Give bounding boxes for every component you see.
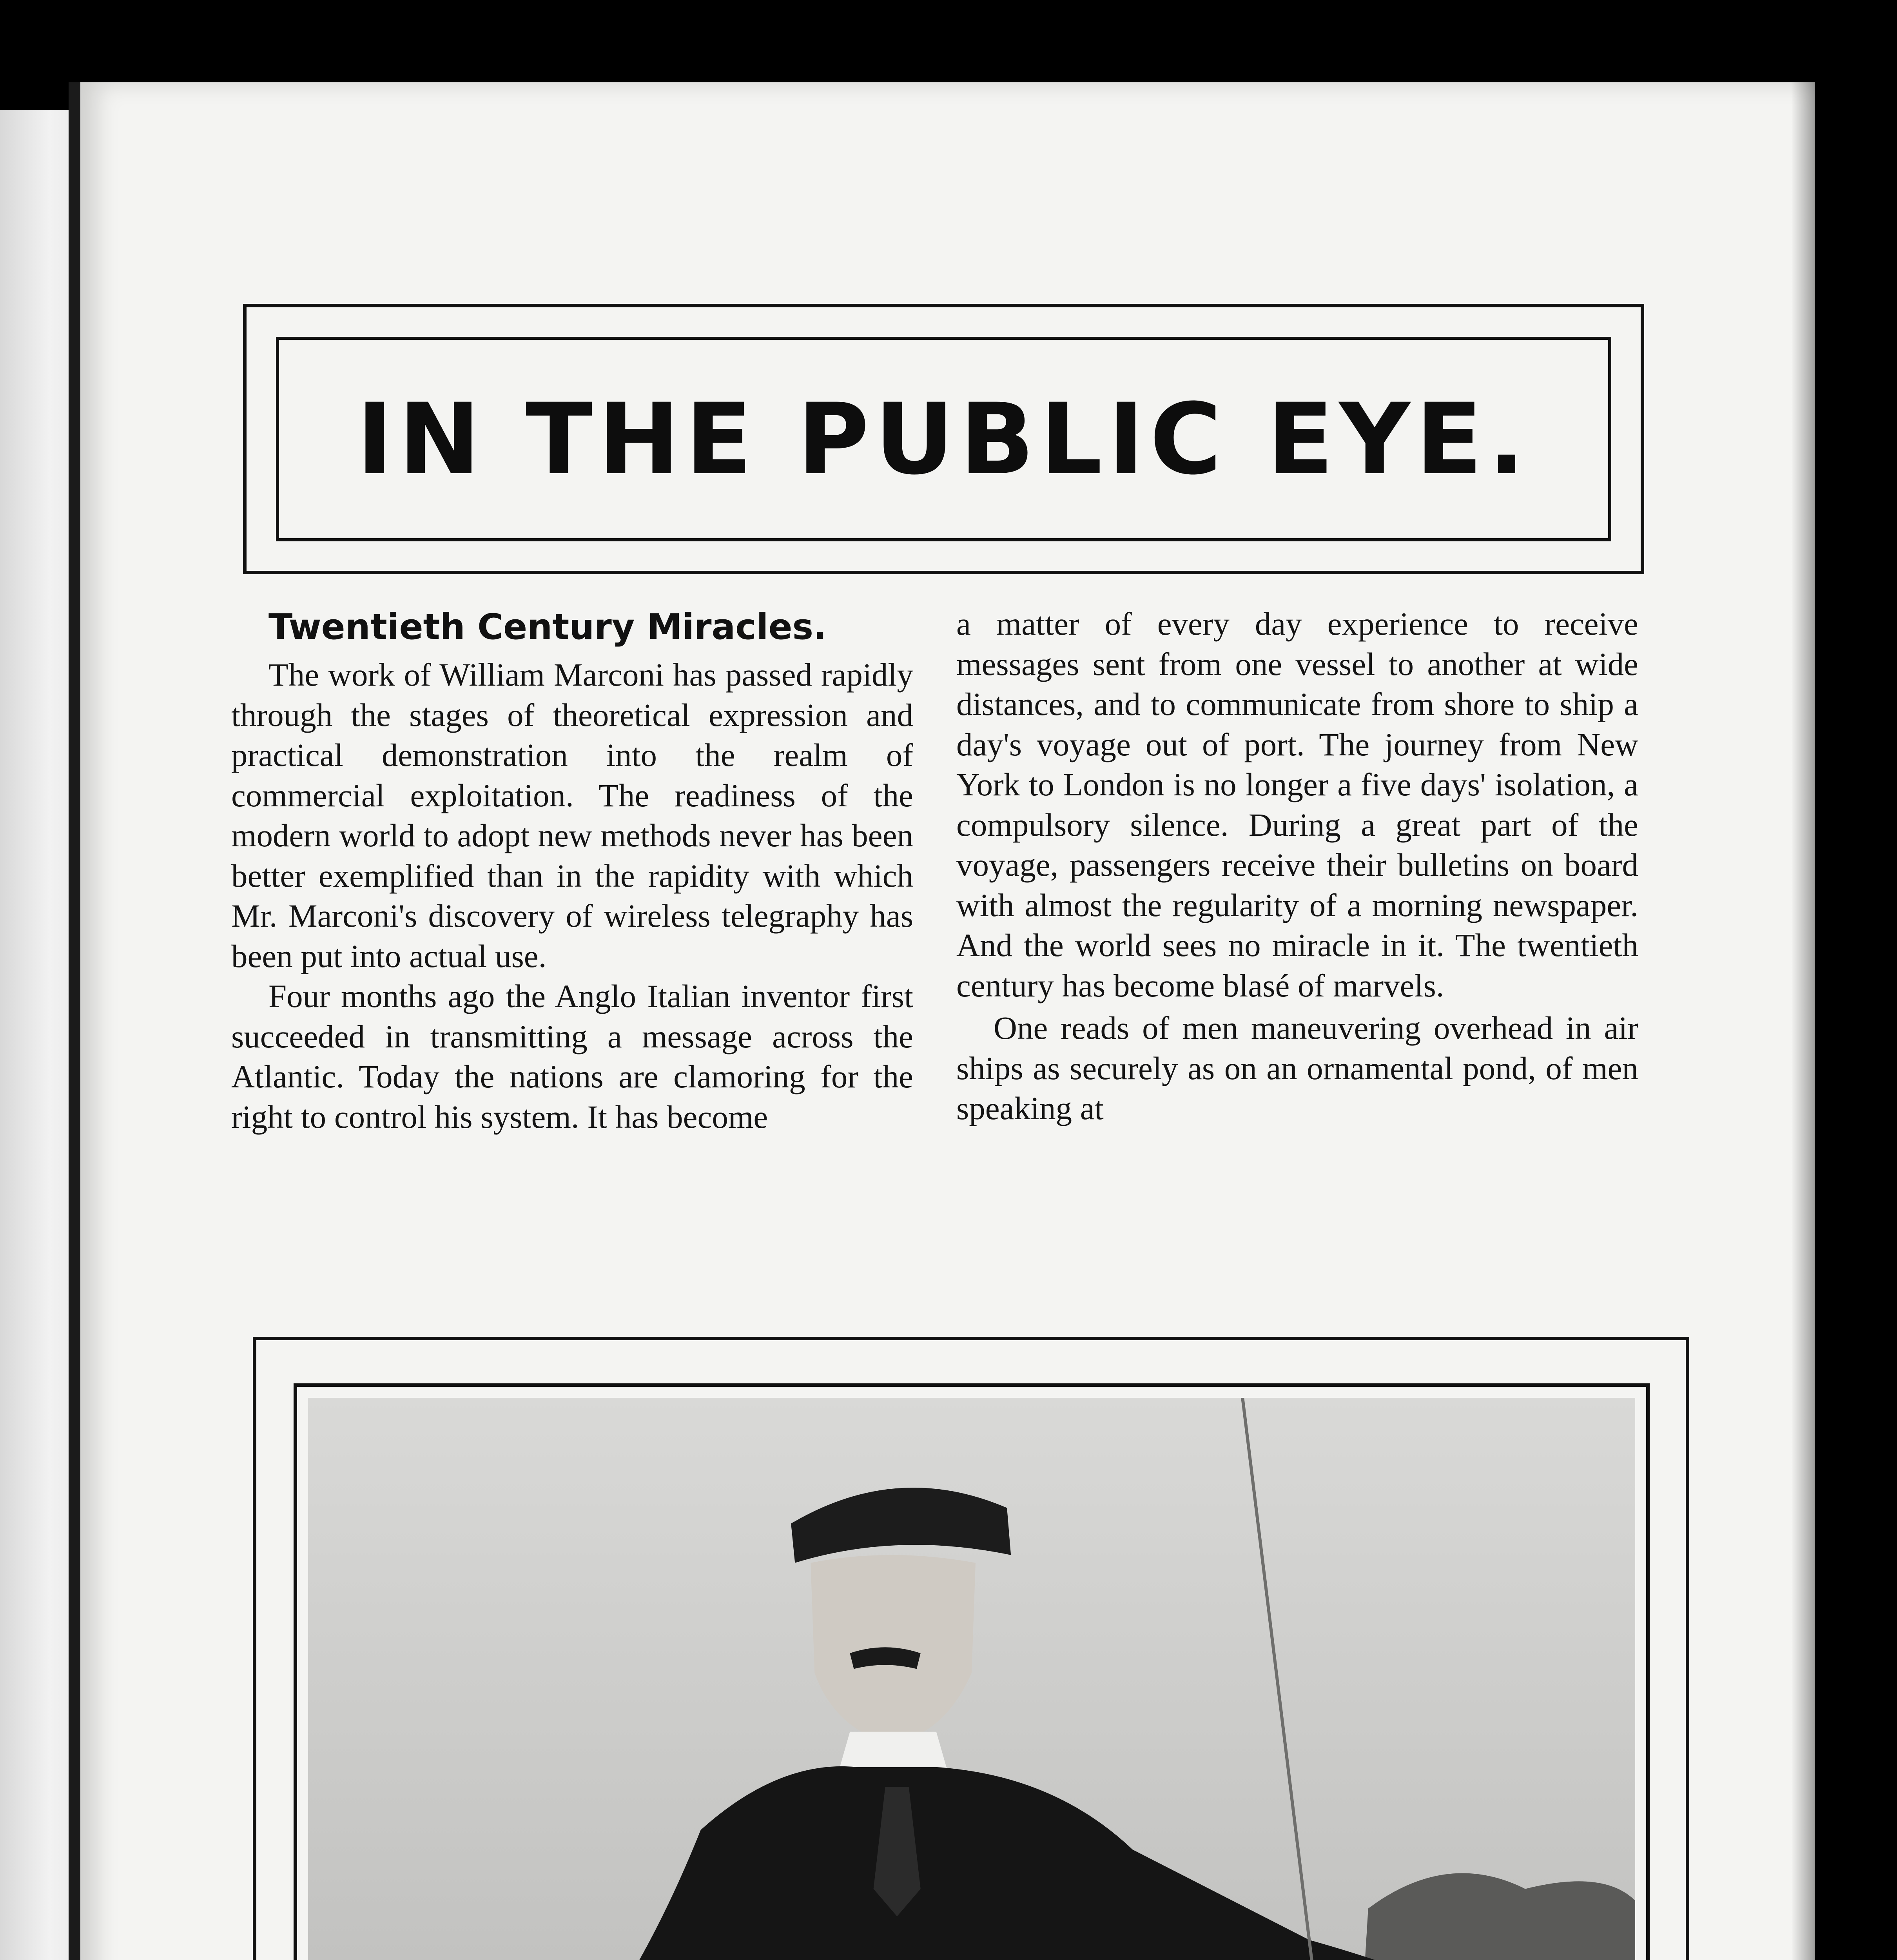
magazine-page: [69, 82, 1815, 1960]
title-box: [243, 304, 1644, 574]
article-paragraph: The work of William Marconi has passed rapidly through the stages of theoretical expression and practical demonstration into the realm of commercial exploitation. The readiness of the modern world to adopt new methods never has been better exemplified than in the rapidity with which Mr. Marconi's discovery of wireless telegraphy has been put into actual use.: [231, 657, 913, 974]
santos-dumont-photo: [308, 1398, 1635, 1960]
article-right-column: [956, 604, 1638, 1129]
article-paragraph: One reads of men maneuvering overhead in air ships as securely as on an ornamental pond, of men speaking at: [956, 1010, 1638, 1126]
article-heading: Twentieth Century Miracles.: [268, 606, 827, 648]
photo-outer-border: [253, 1337, 1689, 1960]
title-inner-border: [276, 337, 1611, 541]
page-title: IN THE PUBLIC EYE.: [356, 382, 1531, 496]
article-paragraph: a matter of every day experience to receive messages sent from one vessel to another at wide distances, and to communicate from shore to ship a day's voyage out of port. The journey from New York to London is no longer a five days' isolation, a compulsory silence. During a great part of the voyage, passengers receive their bulletins on board with almost the regularity of a morning newspaper. And the world sees no miracle in it. The twentieth century has become blasé of marvels.: [956, 606, 1638, 1004]
article-paragraph: Four months ago the Anglo Italian inventor first succeeded in transmitting a message across the Atlantic. Today the nations are clamoring for the right to control his system. It has become: [231, 978, 913, 1135]
photo-frame: [294, 1383, 1650, 1960]
page-edge-shadow: [1791, 82, 1815, 1960]
article-left-column: [231, 604, 913, 1137]
